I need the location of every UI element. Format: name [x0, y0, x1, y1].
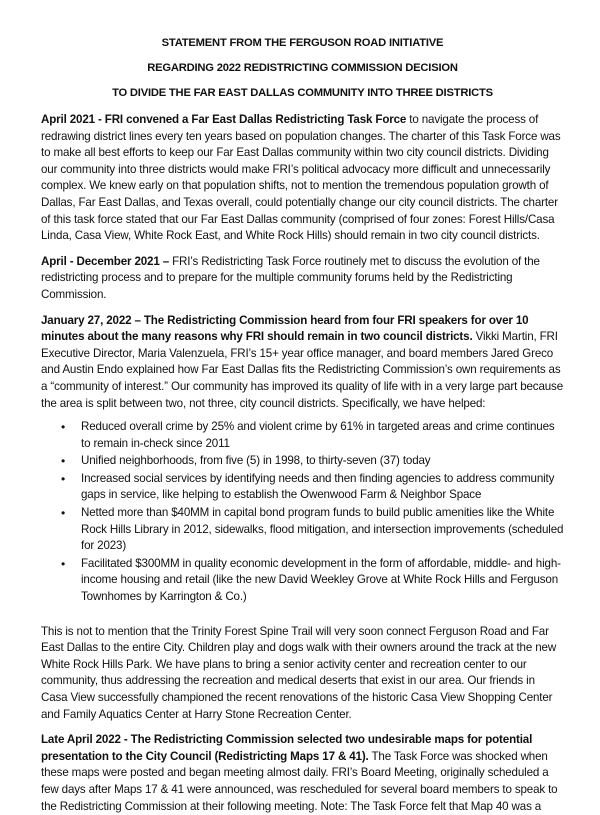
paragraph-body: FRI’s Redistricting Task Force routinely met to discuss the evolution of the redistricting process and to prepare for the multiple community forums held by the Redistricting Commission.: [41, 254, 540, 301]
paragraph-trinity-trail: This is not to mention that the Trinity Forest Spine Trail will very soon connect Ferguson Road and Far East Dallas to the entire City. Children play and dogs walk with their owners around the track at the new White Rock Hills Park. We have plans to bring a senior activity center and recreation center to our community, thus addressing the recreation and medical deserts that exist in our area. Our friends in Casa View successfully championed the recent renovations of the historic Casa View Shopping Center and Family Aquatics Center at Harry Stone Recreation Center.: [41, 624, 557, 721]
list-item: • Netted more than $40MM in capital bond program funds to build public amenities like the White Rock Hills Library in 2012, sidewalks, flood mitigation, and intersection improvements (scheduled for 2023): [41, 505, 564, 555]
paragraph-late-april-2022: [41, 732, 564, 815]
accomplishments-list: [41, 419, 564, 606]
paragraph-lead: January 27, 2022 – The Redistricting Commission heard from four FRI speakers for over 10 minutes about the many reasons why FRI should remain in two council districts.: [41, 313, 529, 344]
paragraph-body: The Task Force was shocked when these maps were posted and began meeting almost daily. FRI’s Board Meeting, originally scheduled a few days after Maps 17 & 41 were announced, was rescheduled for several board members to speak to the Redistricting Commission at their following meeting. Note: The Task Force felt that Map 40 was a: [41, 749, 558, 813]
paragraph-january-2022: [41, 313, 564, 413]
paragraph-body: Vikki Martin, FRI Executive Director, Maria Valenzuela, FRI’s 15+ year office manager, and board members Jared Greco and Austin Endo explained how Far East Dallas fits the Redistricting Commission’s own requirements as a “community of interest.” Our community has improved its quality of life with in a very large part because the area is split between two, not three, city council districts. Specifically, we have helped:: [41, 330, 563, 410]
title-line-3: TO DIVIDE THE FAR EAST DALLAS COMMUNITY INTO THREE DISTRICTS: [112, 87, 493, 99]
title-line-1: STATEMENT FROM THE FERGUSON ROAD INITIATIVE: [161, 37, 444, 49]
paragraph-body: to navigate the process of redrawing district lines every ten years based on population changes. The charter of this Task Force was to make all best efforts to keep our Far East Dallas community within two city council districts. Dividing our community into three districts would make FRI’s political advocacy more difficult and unnecessarily complex. We knew early on that population shifts, not to mention the tremendous population growth of Dallas, Far East Dallas, and Texas overall, could potentially change our city council districts. The charter of this task force stated that our Far East Dallas community (comprised of four zones: Forest Hills/Casa Linda, Casa View, White Rock East, and White Rock Hills) should remain in two city council districts.: [41, 113, 561, 243]
paragraph-april-2021: [41, 112, 564, 245]
list-item: • Unified neighborhoods, from five (5) in 1998, to thirty-seven (37) today: [41, 453, 564, 470]
paragraph-lead: April 2021 - FRI convened a Far East Dallas Redistricting Task Force: [41, 113, 407, 126]
list-item: • Reduced overall crime by 25% and violent crime by 61% in targeted areas and crime continues to remain in-check since 2011: [41, 419, 564, 452]
list-item: • Increased social services by identifying needs and then finding agencies to address community gaps in service, like helping to establish the Owenwood Farm & Neighbor Space: [41, 471, 564, 504]
title-line-2: REGARDING 2022 REDISTRICTING COMMISSION DECISION: [147, 62, 458, 74]
list-item: • Facilitated $300MM in quality economic development in the form of affordable, middle- and high-income housing and retail (like the new David Weekley Grove at White Rock Hills and Ferguson Townhomes by Karrington & Co.): [41, 556, 564, 606]
paragraph-april-december-2021: [41, 254, 564, 304]
paragraph-lead: Late April 2022 - The Redistricting Commission selected two undesirable maps for potential presentation to the City Council (Redistricting Maps 17 & 41).: [41, 733, 533, 763]
paragraph-lead: April - December 2021 –: [41, 254, 170, 268]
